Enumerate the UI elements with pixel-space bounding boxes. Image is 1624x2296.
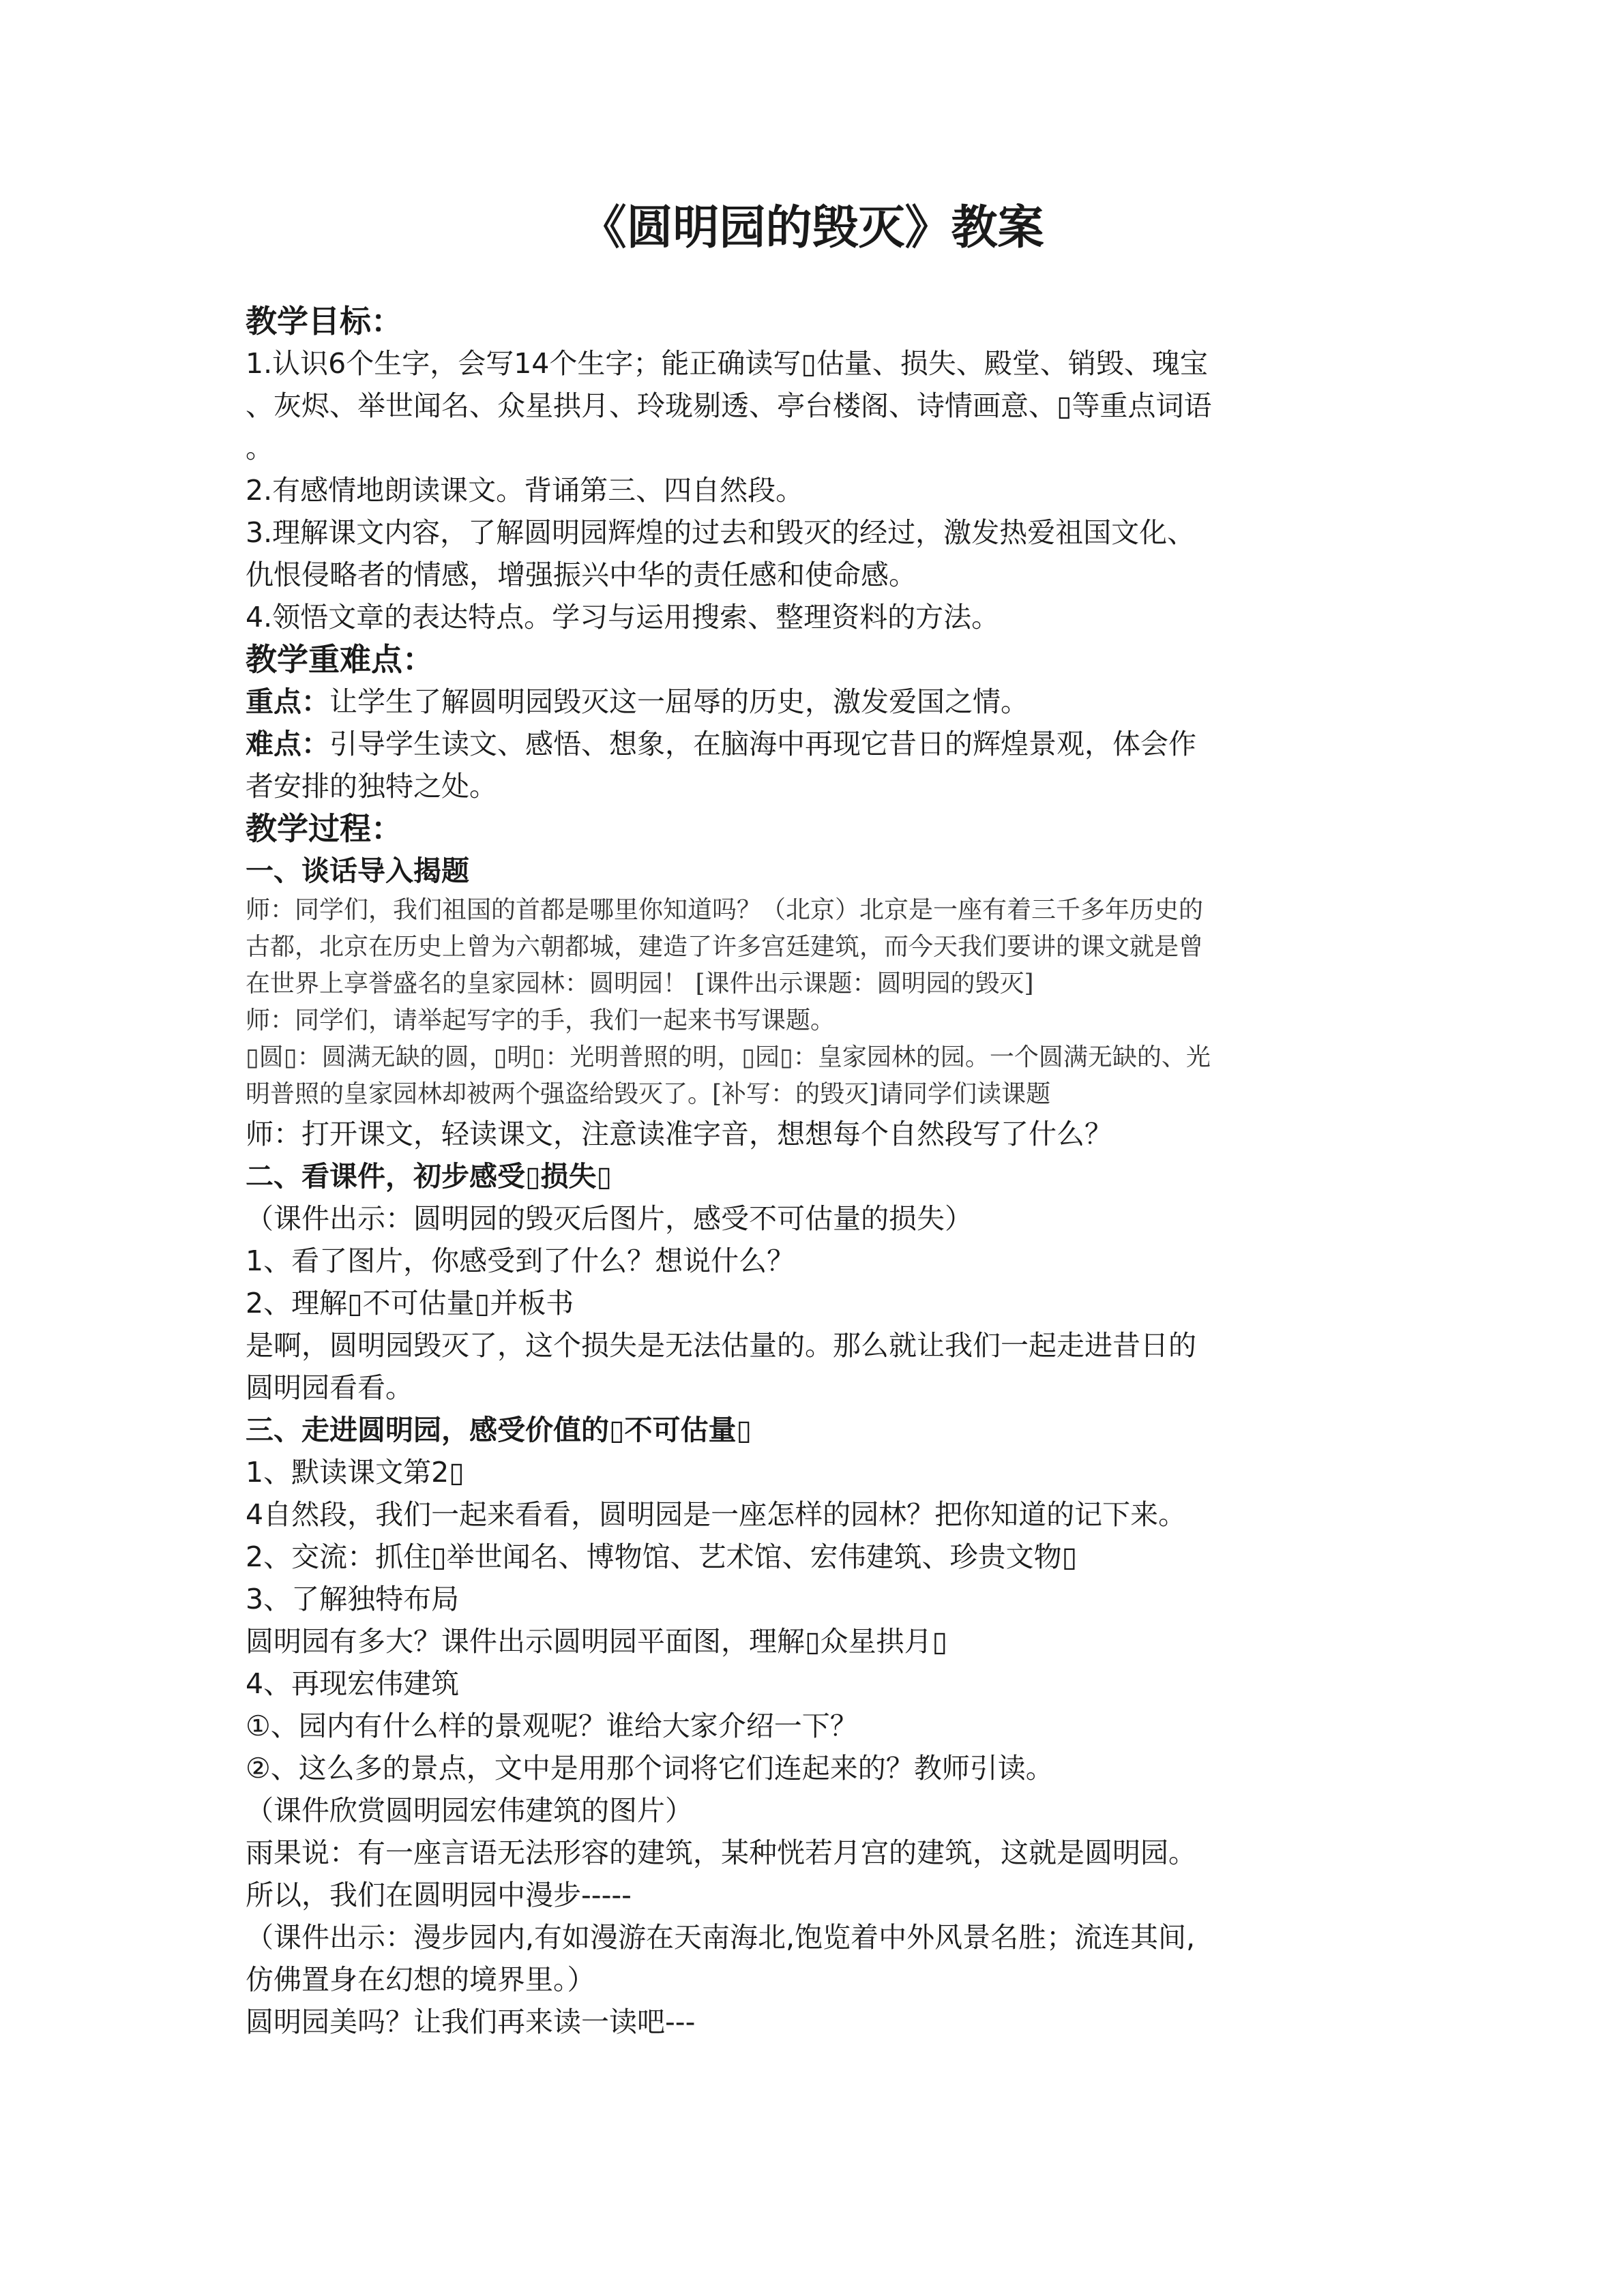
objective-line: 4.领悟文章的表达特点。学习与运用搜索、整理资料的方法。 (246, 601, 1000, 633)
objective-line: 。 (246, 432, 274, 464)
objective-line: 1.认识6个生字，会写14个生字；能正确读写▯估量、损失、殿堂、销毁、瑰宝 (246, 347, 1208, 380)
difficulty-line-continued: 者安排的独特之处。 (246, 770, 497, 803)
difficulty-line (246, 723, 1391, 765)
focus-label: 重点： (246, 685, 329, 718)
section-3-line: 4自然段，我们一起来看看，圆明园是一座怎样的园林？把你知道的记下来。 (246, 1498, 1187, 1531)
section-3-line: （课件欣赏圆明园宏伟建筑的图片） (246, 1794, 693, 1827)
document-title: 《圆明园的毁灭》教案 (580, 201, 1044, 255)
section-3-line: 圆明园美吗？让我们再来读一读吧--- (246, 2006, 696, 2038)
section-3-line: 2、交流：抓住▯举世闻名、博物馆、艺术馆、宏伟建筑、珍贵文物▯ (246, 1540, 1078, 1573)
section-1-heading: 一、谈话导入揭题 (246, 854, 469, 887)
section-3-heading: 三、走进圆明园，感受价值的▯不可估量▯ (246, 1414, 752, 1446)
key-points-heading: 教学重难点： (246, 641, 434, 678)
objective-line: 、灰烬、举世闻名、众星拱月、玲珑剔透、亭台楼阁、诗情画意、▯等重点词语 (246, 389, 1212, 422)
objective-line: 2.有感情地朗读课文。背诵第三、四自然段。 (246, 474, 804, 507)
section-3-line: 3、了解独特布局 (246, 1583, 460, 1615)
section-1-tail: 师：打开课文，轻读课文，注意读准字音，想想每个自然段写了什么？ (246, 1118, 1112, 1150)
section-2-line: （课件出示：圆明园的毁灭后图片，感受不可估量的损失） (246, 1202, 973, 1235)
section-3-line: 4、再现宏伟建筑 (246, 1667, 460, 1700)
section-3-line: 圆明园有多大？课件出示圆明园平面图，理解▯众星拱月▯ (246, 1625, 948, 1658)
section-1-line: ▯圆▯：圆满无缺的圆，▯明▯：光明普照的明，▯园▯：皇家园林的园。一个圆满无缺的、光 (246, 1043, 1211, 1071)
document-body (246, 300, 1391, 2043)
objective-line: 仇恨侵略者的情感，增强振兴中华的责任感和使命感。 (246, 558, 917, 591)
section-3-line: 所以，我们在圆明园中漫步----- (246, 1879, 632, 1911)
section-2-line: 圆明园看看。 (246, 1371, 413, 1404)
difficulty-label: 难点： (246, 728, 329, 760)
section-3-line: 1、默读课文第2▯ (246, 1456, 464, 1489)
section-1-line: 古都，北京在历史上曾为六朝都城，建造了许多宫廷建筑，而今天我们要讲的课文就是曾 (246, 933, 1204, 961)
section-1-line: 明普照的皇家园林却被两个强盗给毁灭了。[补写：的毁灭]请同学们读课题 (246, 1080, 1051, 1108)
focus-line (246, 681, 1391, 723)
objective-line: 3.理解课文内容，了解圆明园辉煌的过去和毁灭的经过，激发热爱祖国文化、 (246, 516, 1196, 549)
section-1-line: 师：同学们，我们祖国的首都是哪里你知道吗？（北京）北京是一座有着三千多年历史的 (246, 896, 1204, 924)
section-3-line: 雨果说：有一座言语无法形容的建筑，某种恍若月宫的建筑，这就是圆明园。 (246, 1836, 1196, 1869)
section-3-line: ①、园内有什么样的景观呢？谁给大家介绍一下？ (246, 1710, 858, 1742)
objectives-heading: 教学目标： (246, 303, 402, 340)
section-3-line: （课件出示：漫步园内,有如漫游在天南海北,饱览着中外风景名胜；流连其间, (246, 1921, 1196, 1954)
section-1-line: 师：同学们，请举起写字的手，我们一起来书写课题。 (246, 1007, 836, 1034)
section-2-line: 1、看了图片，你感受到了什么？想说什么？ (246, 1244, 795, 1277)
section-3-line: 仿佛置身在幻想的境界里。） (246, 1963, 595, 1996)
focus-text: 让学生了解圆明园毁灭这一屈辱的历史，激发爱国之情。 (329, 685, 1029, 718)
section-2-line: 是啊，圆明园毁灭了，这个损失是无法估量的。那么就让我们一起走进昔日的 (246, 1329, 1196, 1362)
section-2-line: 2、理解▯不可估量▯并板书 (246, 1287, 574, 1320)
section-3-line: ②、这么多的景点，文中是用那个词将它们连起来的？教师引读。 (246, 1752, 1054, 1785)
process-heading: 教学过程： (246, 810, 402, 847)
difficulty-text: 引导学生读文、感悟、想象，在脑海中再现它昔日的辉煌景观，体会作 (329, 728, 1196, 760)
section-2-heading: 二、看课件，初步感受▯损失▯ (246, 1160, 612, 1193)
section-1-line: 在世界上享誉盛名的皇家园林：圆明园！ [课件出示课题：圆明园的毁灭] (246, 970, 1034, 998)
